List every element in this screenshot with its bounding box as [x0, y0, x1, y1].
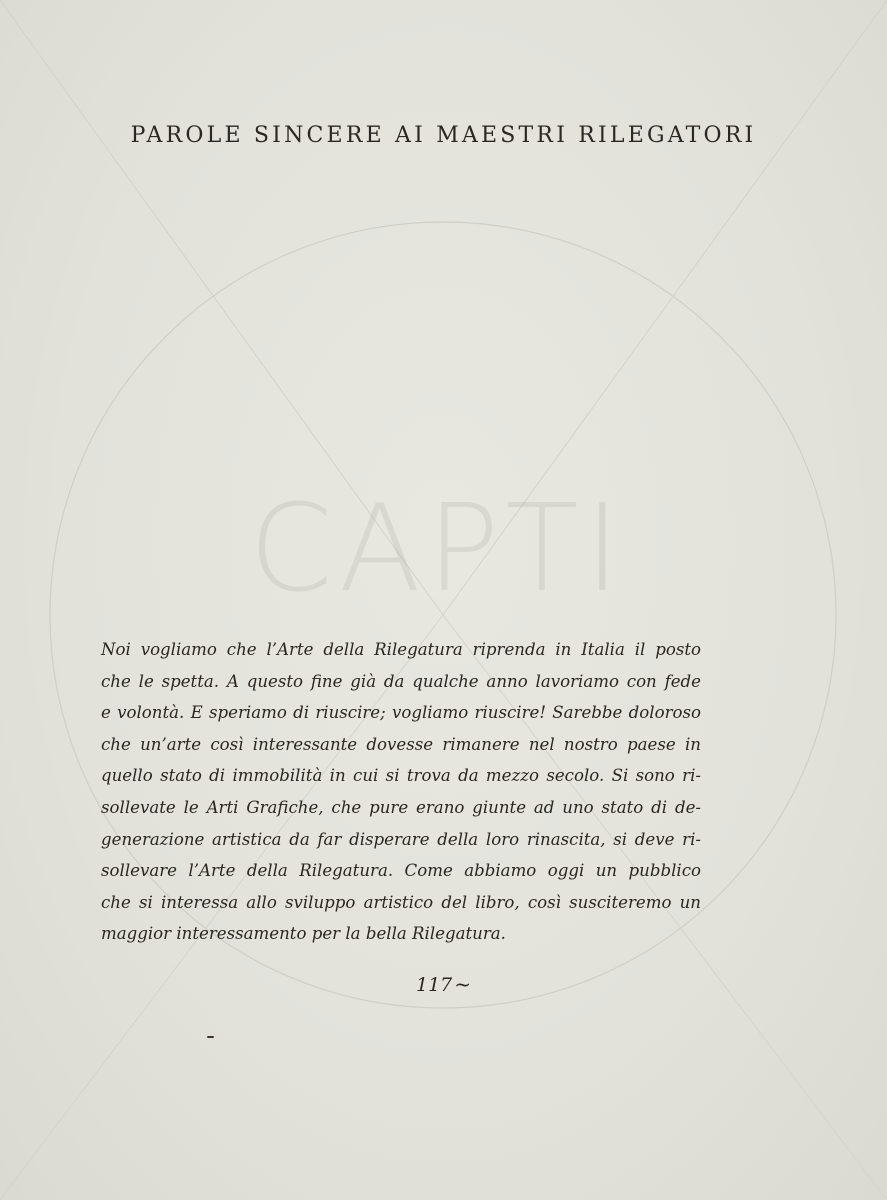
body-line: che le spetta. A questo fine già da qualche anno lavoriamo con fede: [101, 671, 701, 691]
watermark-logo: CAPTI: [249, 480, 626, 619]
page-number: 117: [415, 974, 453, 996]
body-line: Noi vogliamo che l’Arte della Rilegatura riprenda in Italia il posto: [101, 640, 701, 659]
body-line: che un’arte così interessante dovesse rimanere nel nostro paese in: [101, 734, 701, 754]
page-title: PAROLE SINCERE AI MAESTRI RILEGATORI: [130, 123, 757, 148]
page-number-block: [0, 972, 887, 996]
body-line: sollevare l’Arte della Rilegatura. Come abbiamo oggi un pubblico: [101, 861, 701, 881]
ink-speck: [207, 1036, 214, 1038]
body-line: sollevate le Arti Grafiche, che pure erano giunte ad uno stato di de-: [101, 797, 701, 817]
body-line: e volontà. E speriamo di riuscire; vogliamo riuscire! Sarebbe doloroso: [101, 703, 701, 723]
body-line: che si interessa allo sviluppo artistico del libro, così susciteremo un: [101, 892, 701, 912]
body-line: maggior interessamento per la bella Rilegatura.: [101, 924, 506, 944]
body-paragraph: [101, 634, 701, 950]
body-line: generazione artistica da far disperare della loro rinascita, si deve ri-: [101, 829, 701, 849]
body-line: quello stato di immobilità in cui si trova da mezzo secolo. Si sono ri-: [101, 766, 701, 786]
page-number-ornament: ~: [454, 972, 472, 996]
